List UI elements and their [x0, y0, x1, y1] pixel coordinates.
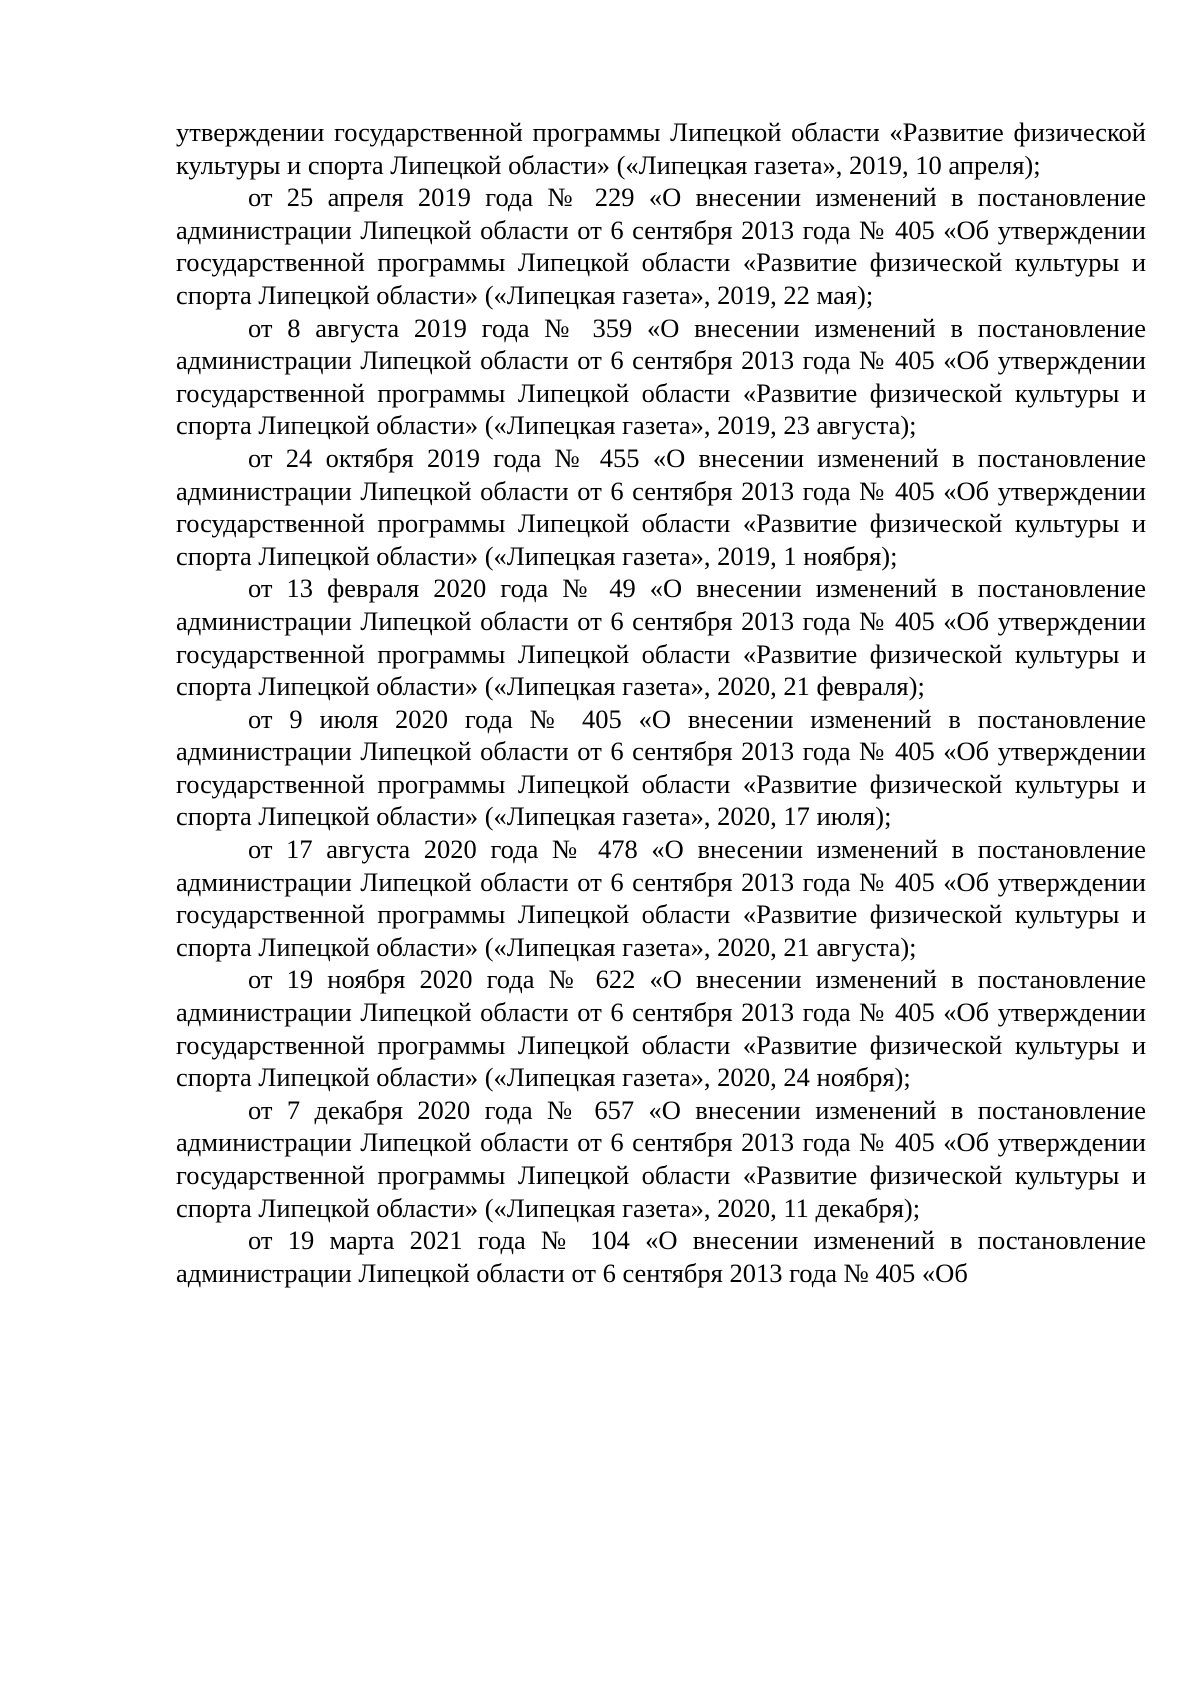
list-item: от 7 декабря 2020 года № 657 «О внесении изменений в постановление администрации Липецкой области от 6 сентября 2013 года № 405 «Об утверждении государственной программы Липецкой области «Развитие физической культуры и спорта Липецкой области» («Липецкая газета», 2020, 11 декабря); [176, 1094, 1146, 1223]
list-item: от 19 ноября 2020 года № 622 «О внесении изменений в постановление администрации Липецкой области от 6 сентября 2013 года № 405 «Об утверждении государственной программы Липецкой области «Развитие физической культуры и спорта Липецкой области» («Липецкая газета», 2020, 24 ноября); [176, 964, 1146, 1093]
list-item: от 9 июля 2020 года № 405 «О внесении изменений в постановление администрации Липецкой области от 6 сентября 2013 года № 405 «Об утверждении государственной программы Липецкой области «Развитие физической культуры и спорта Липецкой области» («Липецкая газета», 2020, 17 июля); [176, 703, 1146, 832]
list-item: от 24 октября 2019 года № 455 «О внесении изменений в постановление администрации Липецкой области от 6 сентября 2013 года № 405 «Об утверждении государственной программы Липецкой области «Развитие физической культуры и спорта Липецкой области» («Липецкая газета», 2019, 1 ноября); [176, 442, 1146, 571]
list-item: от 19 марта 2021 года № 104 «О внесении изменений в постановление администрации Липецкой области от 6 сентября 2013 года № 405 «Об [176, 1225, 1146, 1288]
list-item: от 25 апреля 2019 года № 229 «О внесении изменений в постановление администрации Липецкой области от 6 сентября 2013 года № 405 «Об утверждении государственной программы Липецкой области «Развитие физической культуры и спорта Липецкой области» («Липецкая газета», 2019, 22 мая); [176, 182, 1146, 310]
paragraph-continuation: утверждении государственной программы Липецкой области «Развитие физической культуры и спорта Липецкой области» («Липецкая газета», 2019, 10 апреля); [176, 117, 1146, 180]
list-item: от 8 августа 2019 года № 359 «О внесении изменений в постановление администрации Липецкой области от 6 сентября 2013 года № 405 «Об утверждении государственной программы Липецкой области «Развитие физической культуры и спорта Липецкой области» («Липецкая газета», 2019, 23 августа); [176, 312, 1146, 441]
document-body [176, 116, 1146, 1289]
list-item: от 13 февраля 2020 года № 49 «О внесении изменений в постановление администрации Липецкой области от 6 сентября 2013 года № 405 «Об утверждении государственной программы Липецкой области «Развитие физической культуры и спорта Липецкой области» («Липецкая газета», 2020, 21 февраля); [176, 573, 1146, 702]
list-item: от 17 августа 2020 года № 478 «О внесении изменений в постановление администрации Липецкой области от 6 сентября 2013 года № 405 «Об утверждении государственной программы Липецкой области «Развитие физической культуры и спорта Липецкой области» («Липецкая газета», 2020, 21 августа); [176, 834, 1146, 962]
